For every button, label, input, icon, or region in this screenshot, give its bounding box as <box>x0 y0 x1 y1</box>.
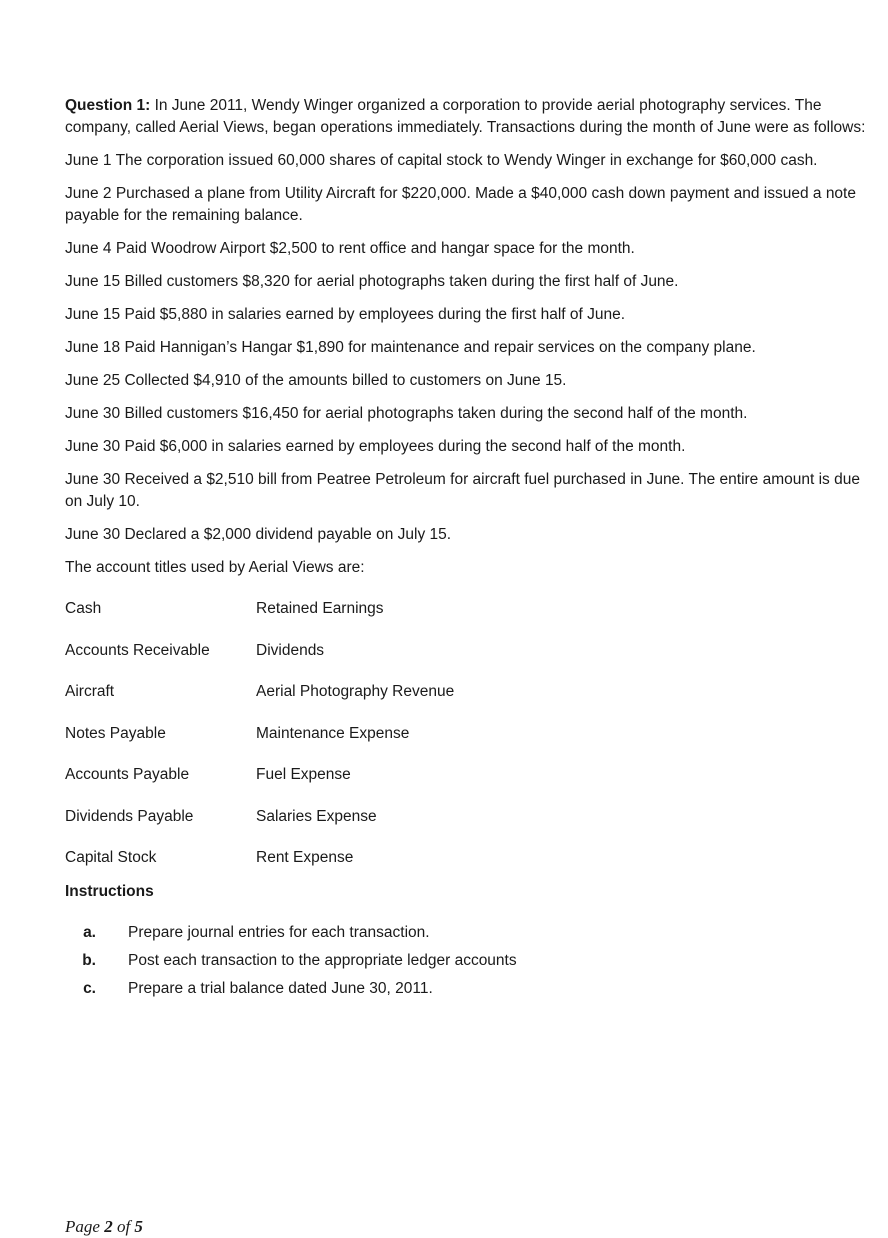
instruction-letter: c. <box>83 979 96 997</box>
accounts-intro: The account titles used by Aerial Views are: <box>65 559 365 576</box>
footer-middle: of <box>112 1217 135 1236</box>
account-title: Accounts Receivable <box>65 641 210 659</box>
account-titles-table <box>65 598 880 869</box>
transaction-item: June 2 Purchased a plane from Utility Aircraft for $220,000. Made a $40,000 cash down payment and issued a note payable for the remaining balance. <box>65 185 856 224</box>
instruction-letter: a. <box>83 923 96 941</box>
transaction-item: June 4 Paid Woodrow Airport $2,500 to rent office and hangar space for the month. <box>65 240 635 257</box>
account-title: Aircraft <box>65 683 115 700</box>
transaction-item: June 30 Paid $6,000 in salaries earned by employees during the second half of the month. <box>65 438 686 455</box>
transaction-item: June 30 Received a $2,510 bill from Peatree Petroleum for aircraft fuel purchased in June. The entire amount is due on July 10. <box>65 471 860 510</box>
account-title: Aerial Photography Revenue <box>256 683 455 700</box>
account-title: Cash <box>65 600 102 617</box>
question-intro <box>65 95 880 139</box>
account-title: Maintenance Expense <box>256 724 410 742</box>
instructions-list <box>65 922 880 1000</box>
transaction-item: June 30 Billed customers $16,450 for aerial photographs taken during the second half of the month. <box>65 405 748 422</box>
account-title: Capital Stock <box>65 849 157 866</box>
account-row <box>65 806 880 828</box>
instruction-text: Prepare journal entries for each transaction. <box>128 923 430 941</box>
transaction-item: June 15 Paid $5,880 in salaries earned by employees during the first half of June. <box>65 306 626 323</box>
transaction-item: June 30 Declared a $2,000 dividend payable on July 15. <box>65 526 452 543</box>
transaction-item: June 25 Collected $4,910 of the amounts billed to customers on June 15. <box>65 372 567 389</box>
transaction-item: June 18 Paid Hannigan’s Hangar $1,890 for maintenance and repair services on the company plane. <box>65 339 756 356</box>
instruction-item <box>65 978 880 1000</box>
instruction-item <box>65 950 880 972</box>
document-page <box>65 95 880 1006</box>
footer-prefix: Page <box>65 1217 105 1236</box>
account-row <box>65 764 880 786</box>
account-title: Notes Payable <box>65 724 166 742</box>
transaction-item: June 15 Billed customers $8,320 for aerial photographs taken during the first half of June. <box>65 273 679 290</box>
account-title: Salaries Expense <box>256 807 377 825</box>
account-row <box>65 640 880 662</box>
account-row <box>65 847 880 869</box>
instruction-text: Prepare a trial balance dated June 30, 2011. <box>128 979 433 997</box>
account-title: Fuel Expense <box>256 766 351 783</box>
page-footer <box>65 1216 143 1238</box>
account-title: Rent Expense <box>256 849 354 866</box>
account-row <box>65 723 880 745</box>
account-title: Dividends <box>256 641 325 659</box>
instruction-text: Post each transaction to the appropriate ledger accounts <box>128 951 517 969</box>
transaction-item: June 1 The corporation issued 60,000 shares of capital stock to Wendy Winger in exchange for $60,000 cash. <box>65 152 818 169</box>
account-row <box>65 598 880 620</box>
instruction-item <box>65 922 880 944</box>
account-title: Accounts Payable <box>65 766 190 783</box>
page-number: 2 <box>104 1217 113 1236</box>
page-total: 5 <box>134 1217 143 1236</box>
instructions-heading: Instructions <box>65 882 154 900</box>
account-title: Retained Earnings <box>256 600 384 617</box>
instruction-letter: b. <box>82 951 96 969</box>
account-title: Dividends Payable <box>65 807 194 825</box>
account-row <box>65 681 880 703</box>
question-intro-text: In June 2011, Wendy Winger organized a corporation to provide aerial photography services. The company, called Aerial Views, began operations immediately. Transactions during the month of June were as follows: <box>65 97 866 136</box>
question-label: Question 1: <box>65 97 151 114</box>
